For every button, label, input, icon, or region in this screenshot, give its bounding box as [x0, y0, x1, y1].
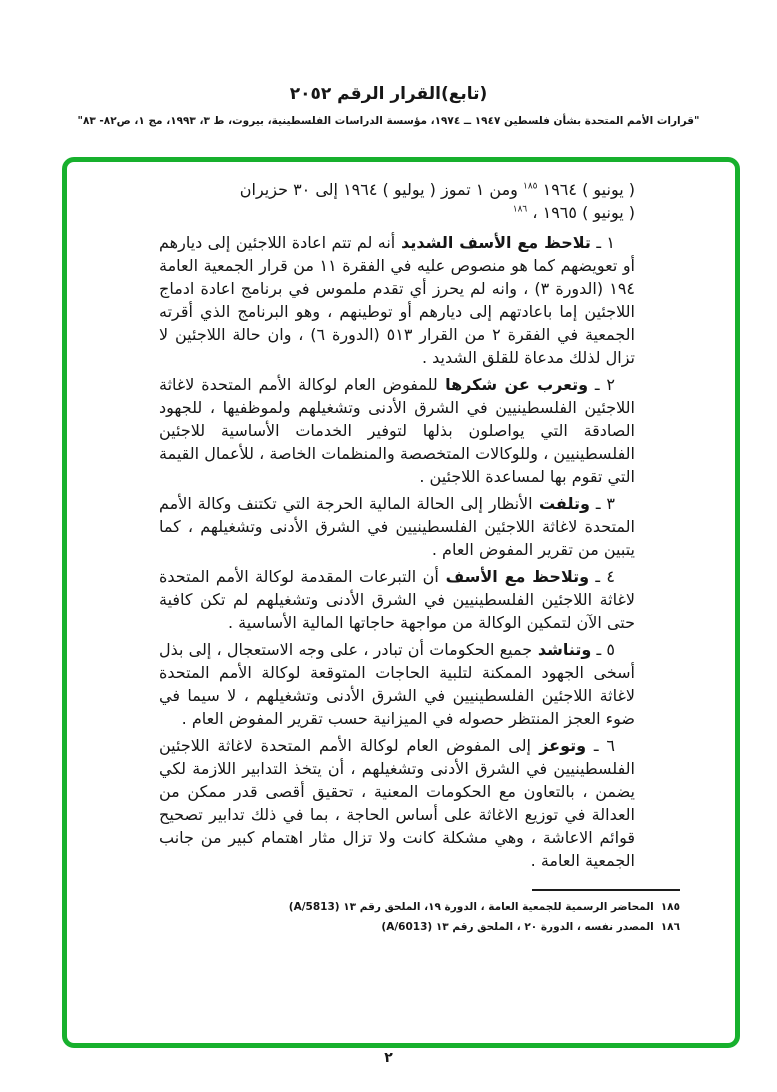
- paragraph-lead: وتلاحظ مع الأسف: [438, 567, 590, 586]
- footnotes-section: [127, 889, 680, 937]
- intro-continuation: [159, 178, 635, 224]
- paragraph-lead: وتعرب عن شكرها: [437, 375, 589, 394]
- intro-line1-rest: ومن ١ تموز ( يوليو ) ١٩٦٤ إلى ٣٠ حزيران: [239, 180, 518, 199]
- paragraph-lead: وتناشد: [532, 640, 592, 659]
- paragraph-text: أن التبرعات المقدمة لوكالة الأمم المتحدة لاغاثة اللاجئين الفلسطينيين في الشرق الأدنى وتشغيلهم لم تكن كافية حتى الآن لتمكين الوكالة من مواجهة حاجاتها المالية الأساسية .: [159, 567, 635, 632]
- resolution-paragraph: [159, 492, 635, 561]
- paragraph-lead: تلاحظ مع الأسف الشديد: [395, 233, 591, 252]
- resolution-paragraph: [159, 565, 635, 634]
- paragraph-number: ٢ ـ: [588, 375, 616, 394]
- page-number: ٢: [384, 1050, 393, 1066]
- page-title: (تابع)القرار الرقم ٢٠٥٢: [289, 84, 488, 104]
- paragraph-number: ٥ ـ: [591, 640, 615, 659]
- scanned-resolution-frame: [62, 157, 740, 1048]
- footnote-ref-185: ١٨٥: [523, 181, 538, 192]
- footnote-list: [127, 897, 680, 937]
- resolution-body: [159, 178, 635, 876]
- resolution-paragraph: [159, 638, 635, 730]
- paragraph-number: ٣ ـ: [589, 494, 615, 513]
- footnote-text: المصدر نفسه ، الدورة ٢٠ ، الملحق رقم ١٣ (A/6013): [381, 921, 654, 933]
- paragraph-number: ٦ ـ: [586, 736, 616, 755]
- paragraph-text: للمفوض العام لوكالة الأمم المتحدة لاغاثة اللاجئين الفلسطينيين في الشرق الأدنى وتشغيلهم ولموظفيها ، للجهود الصادقة التي يواصلون بذلها لتوفير الخدمات الأساسية للاجئين الفلسطينيين ، وللوكالات المتخصصة والمنظمات الخاصة ، للأعمال القيمة التي تقوم بها لمساعدة اللاجئين .: [159, 375, 635, 486]
- resolution-paragraph: [159, 373, 635, 488]
- resolution-paragraph: [159, 734, 635, 872]
- paragraph-number: ١ ـ: [590, 233, 616, 252]
- paragraph-text: أنه لم تتم اعادة اللاجئين إلى ديارهم أو تعويضهم كما هو منصوص عليه في الفقرة ١١ من قرار الجمعية العامة ١٩٤ (الدورة ٣) ، وانه لم يحرز أي تقدم ملموس في برنامج اعادة ادماج اللاجئين إما باعادتهم إلى ديارهم أو توطينهم ، وهو البرنامج الذي أقرته الجمعية في الفقرة ٢ من القرار ٥١٣ (الدورة ٦) ، وان حالة اللاجئين لا تزال لذلك مدعاة للقلق الشديد .: [159, 233, 635, 367]
- footnote-line: [127, 897, 680, 917]
- paragraph-text: جميع الحكومات أن تبادر ، على وجه الاستعجال ، إلى بذل أسخى الجهود الممكنة لتلبية الحاجات المتوقعة لوكالة الأمم المتحدة لاغاثة اللاجئين الفلسطينيين في الشرق الأدنى وتشغيلهم ، لا سيما في ضوء العجز المنتظر حصوله في الميزانية حسب تقرير المفوض العام .: [159, 640, 635, 728]
- paragraph-text: الأنظار إلى الحالة المالية الحرجة التي تكتنف وكالة الأمم المتحدة لاغاثة اللاجئين الفلسطينيين في الشرق الأدنى وتشغيلهم ، كما يتبين من تقرير المفوض العام .: [159, 494, 635, 559]
- intro-line1: ( يونيو ) ١٩٦٤: [542, 180, 635, 199]
- paragraph-list: [159, 231, 635, 872]
- source-citation: "قرارات الأمم المتحدة بشأن فلسطين ١٩٤٧ ــ ١٩٧٤، مؤسسة الدراسات الفلسطينية، بيروت، ط ٣، ١٩٩٣، مج ١، ص٨٢- ٨٣": [77, 115, 700, 127]
- paragraph-text: إلى المفوض العام لوكالة الأمم المتحدة لاغاثة اللاجئين الفلسطينيين في الشرق الأدنى وتشغيلهم ، أن يتخذ التدابير اللازمة لكي يضمن ، بالتعاون مع الحكومات المعنية ، تحقيق أقصى قدر ممكن من العدالة في توزيع الاغاثة على أساس الحاجة ، بما في ذلك تدابير تصحيح قوائم الاعاشة ، وهي مشكلة كانت ولا تزال مثار اهتمام كبير من جانب الجمعية العامة .: [159, 736, 635, 870]
- intro-line2: ( يونيو ) ١٩٦٥ ،: [532, 203, 635, 222]
- paragraph-number: ٤ ـ: [589, 567, 616, 586]
- footnote-line: [127, 917, 680, 937]
- footnote-separator: [532, 889, 680, 891]
- footnote-ref-186: ١٨٦: [512, 204, 528, 215]
- paragraph-lead: وتوعز: [530, 736, 587, 755]
- footnote-number: ١٨٦: [660, 921, 680, 933]
- footnote-text: المحاضر الرسمية للجمعية العامة ، الدورة ١٩، الملحق رقم ١٣ (A/5813): [288, 901, 654, 913]
- paragraph-lead: وتلفت: [532, 494, 590, 513]
- footnote-number: ١٨٥: [660, 901, 680, 913]
- resolution-paragraph: [159, 231, 635, 369]
